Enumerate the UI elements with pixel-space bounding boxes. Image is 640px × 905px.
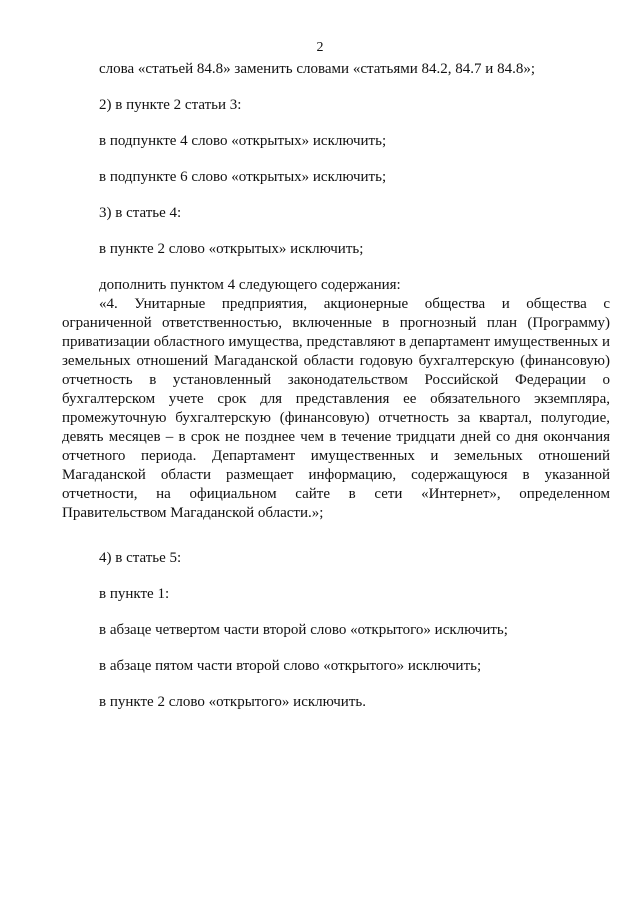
- paragraph-subitem-6: в подпункте 6 слово «открытых» исключить;: [99, 169, 387, 185]
- paragraph-add-point-4: дополнить пунктом 4 следующего содержания:: [99, 277, 401, 293]
- paragraph-item-4-heading: 4) в статье 5:: [99, 550, 182, 566]
- paragraph-point-1: в пункте 1:: [99, 586, 170, 602]
- paragraph-abzac-5: в абзаце пятом части второй слово «открытого» исключить;: [99, 658, 482, 674]
- paragraph-abzac-4: в абзаце четвертом части второй слово «открытого» исключить;: [99, 622, 508, 638]
- paragraph-subitem-4: в подпункте 4 слово «открытых» исключить;: [99, 133, 387, 149]
- paragraph-point-2: в пункте 2 слово «открытого» исключить.: [99, 694, 366, 710]
- document-body: [62, 60, 610, 712]
- paragraph-item-2-heading: 2) в пункте 2 статьи 3:: [99, 97, 242, 113]
- paragraph-article-4-point-2: в пункте 2 слово «открытых» исключить;: [99, 241, 364, 257]
- paragraph-point-4-text: «4. Унитарные предприятия, акционерные общества и общества с ограниченной ответственностью, включенные в прогнозный план (Программу) приватизации областного имущества, представляют в департамент имущественных и земельных отношений Магаданской области годовую бухгалтерскую (финансовую) отчетность в установленный законодательством Российской Федерации о бухгалтерском учете срок для представления ее обязательного экземпляра, промежуточную бухгалтерскую (финансовую) отчетность за квартал, полугодие, девять месяцев – в срок не позднее чем в течение тридцати дней со дня окончания отчетного периода. Департамент имущественных и земельных отношений Магаданской области размещает информацию, содержащуюся в указанной отчетности, на официальном сайте в сети «Интернет», определенном Правительством Магаданской области.»;: [62, 296, 610, 521]
- page-number: 2: [316, 40, 324, 55]
- paragraph-replace-words: слова «статьей 84.8» заменить словами «статьями 84.2, 84.7 и 84.8»;: [99, 61, 535, 77]
- paragraph-item-3-heading: 3) в статье 4:: [99, 205, 182, 221]
